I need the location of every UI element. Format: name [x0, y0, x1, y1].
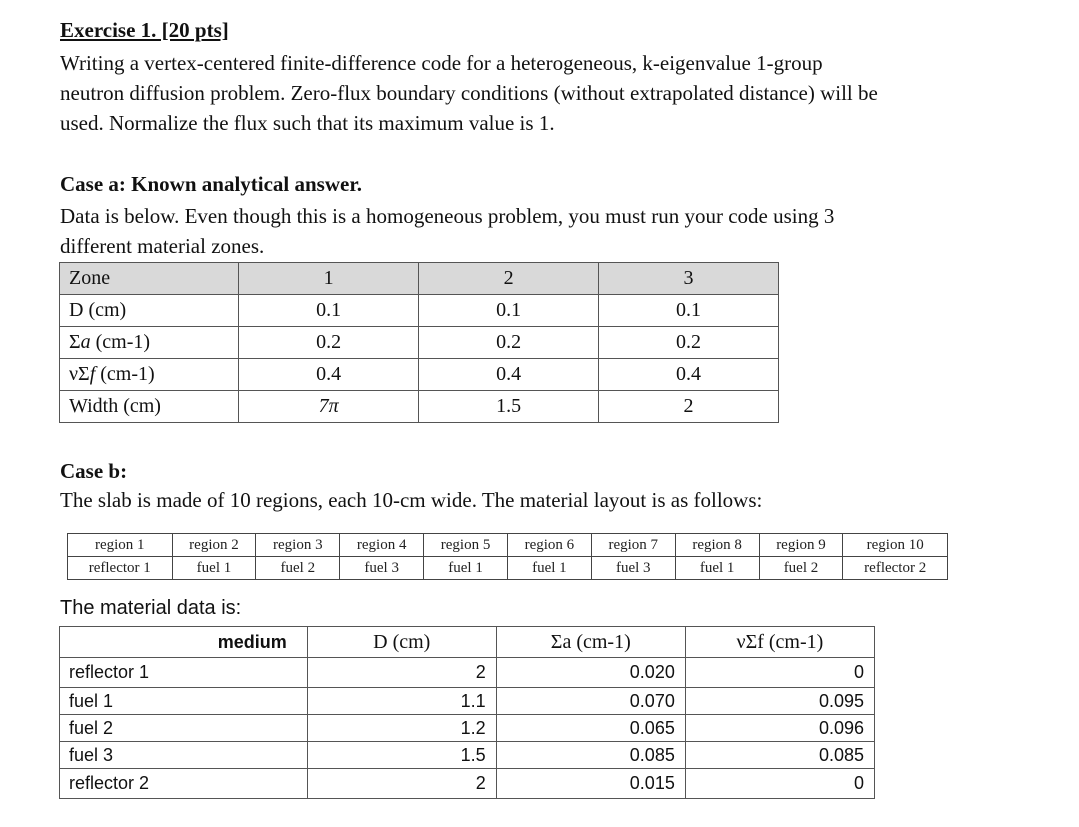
d-value: 1.5 [307, 742, 496, 769]
intro-line-2: neutron diffusion problem. Zero-flux boundary conditions (without extrapolated distance) will be [60, 81, 878, 105]
exercise-title: Exercise 1. [20 pts] [60, 18, 229, 42]
row-label-sigma-a: Σa (cm-1) [60, 327, 239, 359]
sigma-a-value: 0.015 [496, 769, 685, 799]
region-cell: region 1 [68, 534, 173, 557]
cell: 0.2 [599, 327, 779, 359]
zone-header: Zone [60, 263, 239, 295]
region-cell: region 7 [591, 534, 675, 557]
row-label-nu-sigma-f: νΣf (cm-1) [60, 359, 239, 391]
table-row [60, 295, 779, 327]
nu-sigma-f-value: 0.096 [685, 715, 874, 742]
cell: 0.1 [239, 295, 419, 327]
d-header: D (cm) [307, 627, 496, 658]
table-row [60, 327, 779, 359]
sigma-a-header: Σa (cm-1) [496, 627, 685, 658]
material-row [68, 557, 948, 580]
cell: 0.4 [239, 359, 419, 391]
cell: 1.5 [419, 391, 599, 423]
cell: 0.1 [419, 295, 599, 327]
nu-sigma-f-value: 0 [685, 658, 874, 688]
table-row [60, 715, 875, 742]
region-cell: region 6 [507, 534, 591, 557]
material-cell: fuel 2 [256, 557, 340, 580]
d-value: 2 [307, 658, 496, 688]
cell: 0.4 [599, 359, 779, 391]
material-cell: fuel 1 [675, 557, 759, 580]
region-cell: region 8 [675, 534, 759, 557]
case-a-heading: Case a: Known analytical answer. [60, 172, 362, 196]
cell: 0.2 [419, 327, 599, 359]
region-cell: region 10 [843, 534, 948, 557]
intro-line-3: used. Normalize the flux such that its maximum value is 1. [60, 111, 555, 135]
d-value: 1.2 [307, 715, 496, 742]
sigma-a-value: 0.020 [496, 658, 685, 688]
medium-name: fuel 3 [60, 742, 308, 769]
d-value: 2 [307, 769, 496, 799]
medium-name: fuel 1 [60, 688, 308, 715]
cell: 2 [599, 391, 779, 423]
sigma-a-value: 0.070 [496, 688, 685, 715]
case-a-table [59, 262, 779, 423]
case-b-heading: Case b: [60, 459, 128, 483]
material-cell: fuel 3 [340, 557, 424, 580]
case-b-description: The slab is made of 10 regions, each 10-cm wide. The material layout is as follows: [60, 488, 763, 512]
zone-1: 1 [239, 263, 419, 295]
table-row [60, 359, 779, 391]
region-cell: region 9 [759, 534, 843, 557]
material-header-row [60, 627, 875, 658]
material-cell: fuel 1 [172, 557, 256, 580]
region-cell: region 5 [424, 534, 508, 557]
table-row [60, 742, 875, 769]
zone-2: 2 [419, 263, 599, 295]
nu-sigma-f-header: νΣf (cm-1) [685, 627, 874, 658]
medium-name: reflector 1 [60, 658, 308, 688]
material-cell: fuel 1 [507, 557, 591, 580]
row-label-width: Width (cm) [60, 391, 239, 423]
region-cell: region 3 [256, 534, 340, 557]
medium-header: medium [60, 627, 308, 658]
material-cell: fuel 2 [759, 557, 843, 580]
medium-name: fuel 2 [60, 715, 308, 742]
cell: 7π [239, 391, 419, 423]
case-a-line-2: different material zones. [60, 234, 265, 258]
material-cell: reflector 1 [68, 557, 173, 580]
cell: 0.2 [239, 327, 419, 359]
table-row [60, 769, 875, 799]
d-value: 1.1 [307, 688, 496, 715]
zone-3: 3 [599, 263, 779, 295]
cell: 0.1 [599, 295, 779, 327]
medium-name: reflector 2 [60, 769, 308, 799]
row-label-d: D (cm) [60, 295, 239, 327]
material-cell: fuel 3 [591, 557, 675, 580]
region-row [68, 534, 948, 557]
sigma-a-value: 0.085 [496, 742, 685, 769]
table-header-row [60, 263, 779, 295]
nu-sigma-f-value: 0 [685, 769, 874, 799]
table-row [60, 658, 875, 688]
cell: 0.4 [419, 359, 599, 391]
material-cell: fuel 1 [424, 557, 508, 580]
case-a-line-1: Data is below. Even though this is a homogeneous problem, you must run your code using 3 [60, 204, 835, 228]
region-layout-table [67, 533, 948, 580]
nu-sigma-f-value: 0.085 [685, 742, 874, 769]
intro-line-1: Writing a vertex-centered finite-difference code for a heterogeneous, k-eigenvalue 1-group [60, 51, 823, 75]
sigma-a-value: 0.065 [496, 715, 685, 742]
region-cell: region 4 [340, 534, 424, 557]
material-cell: reflector 2 [843, 557, 948, 580]
nu-sigma-f-value: 0.095 [685, 688, 874, 715]
table-row [60, 391, 779, 423]
region-cell: region 2 [172, 534, 256, 557]
material-data-table [59, 626, 875, 799]
table-row [60, 688, 875, 715]
material-data-label: The material data is: [60, 597, 242, 619]
